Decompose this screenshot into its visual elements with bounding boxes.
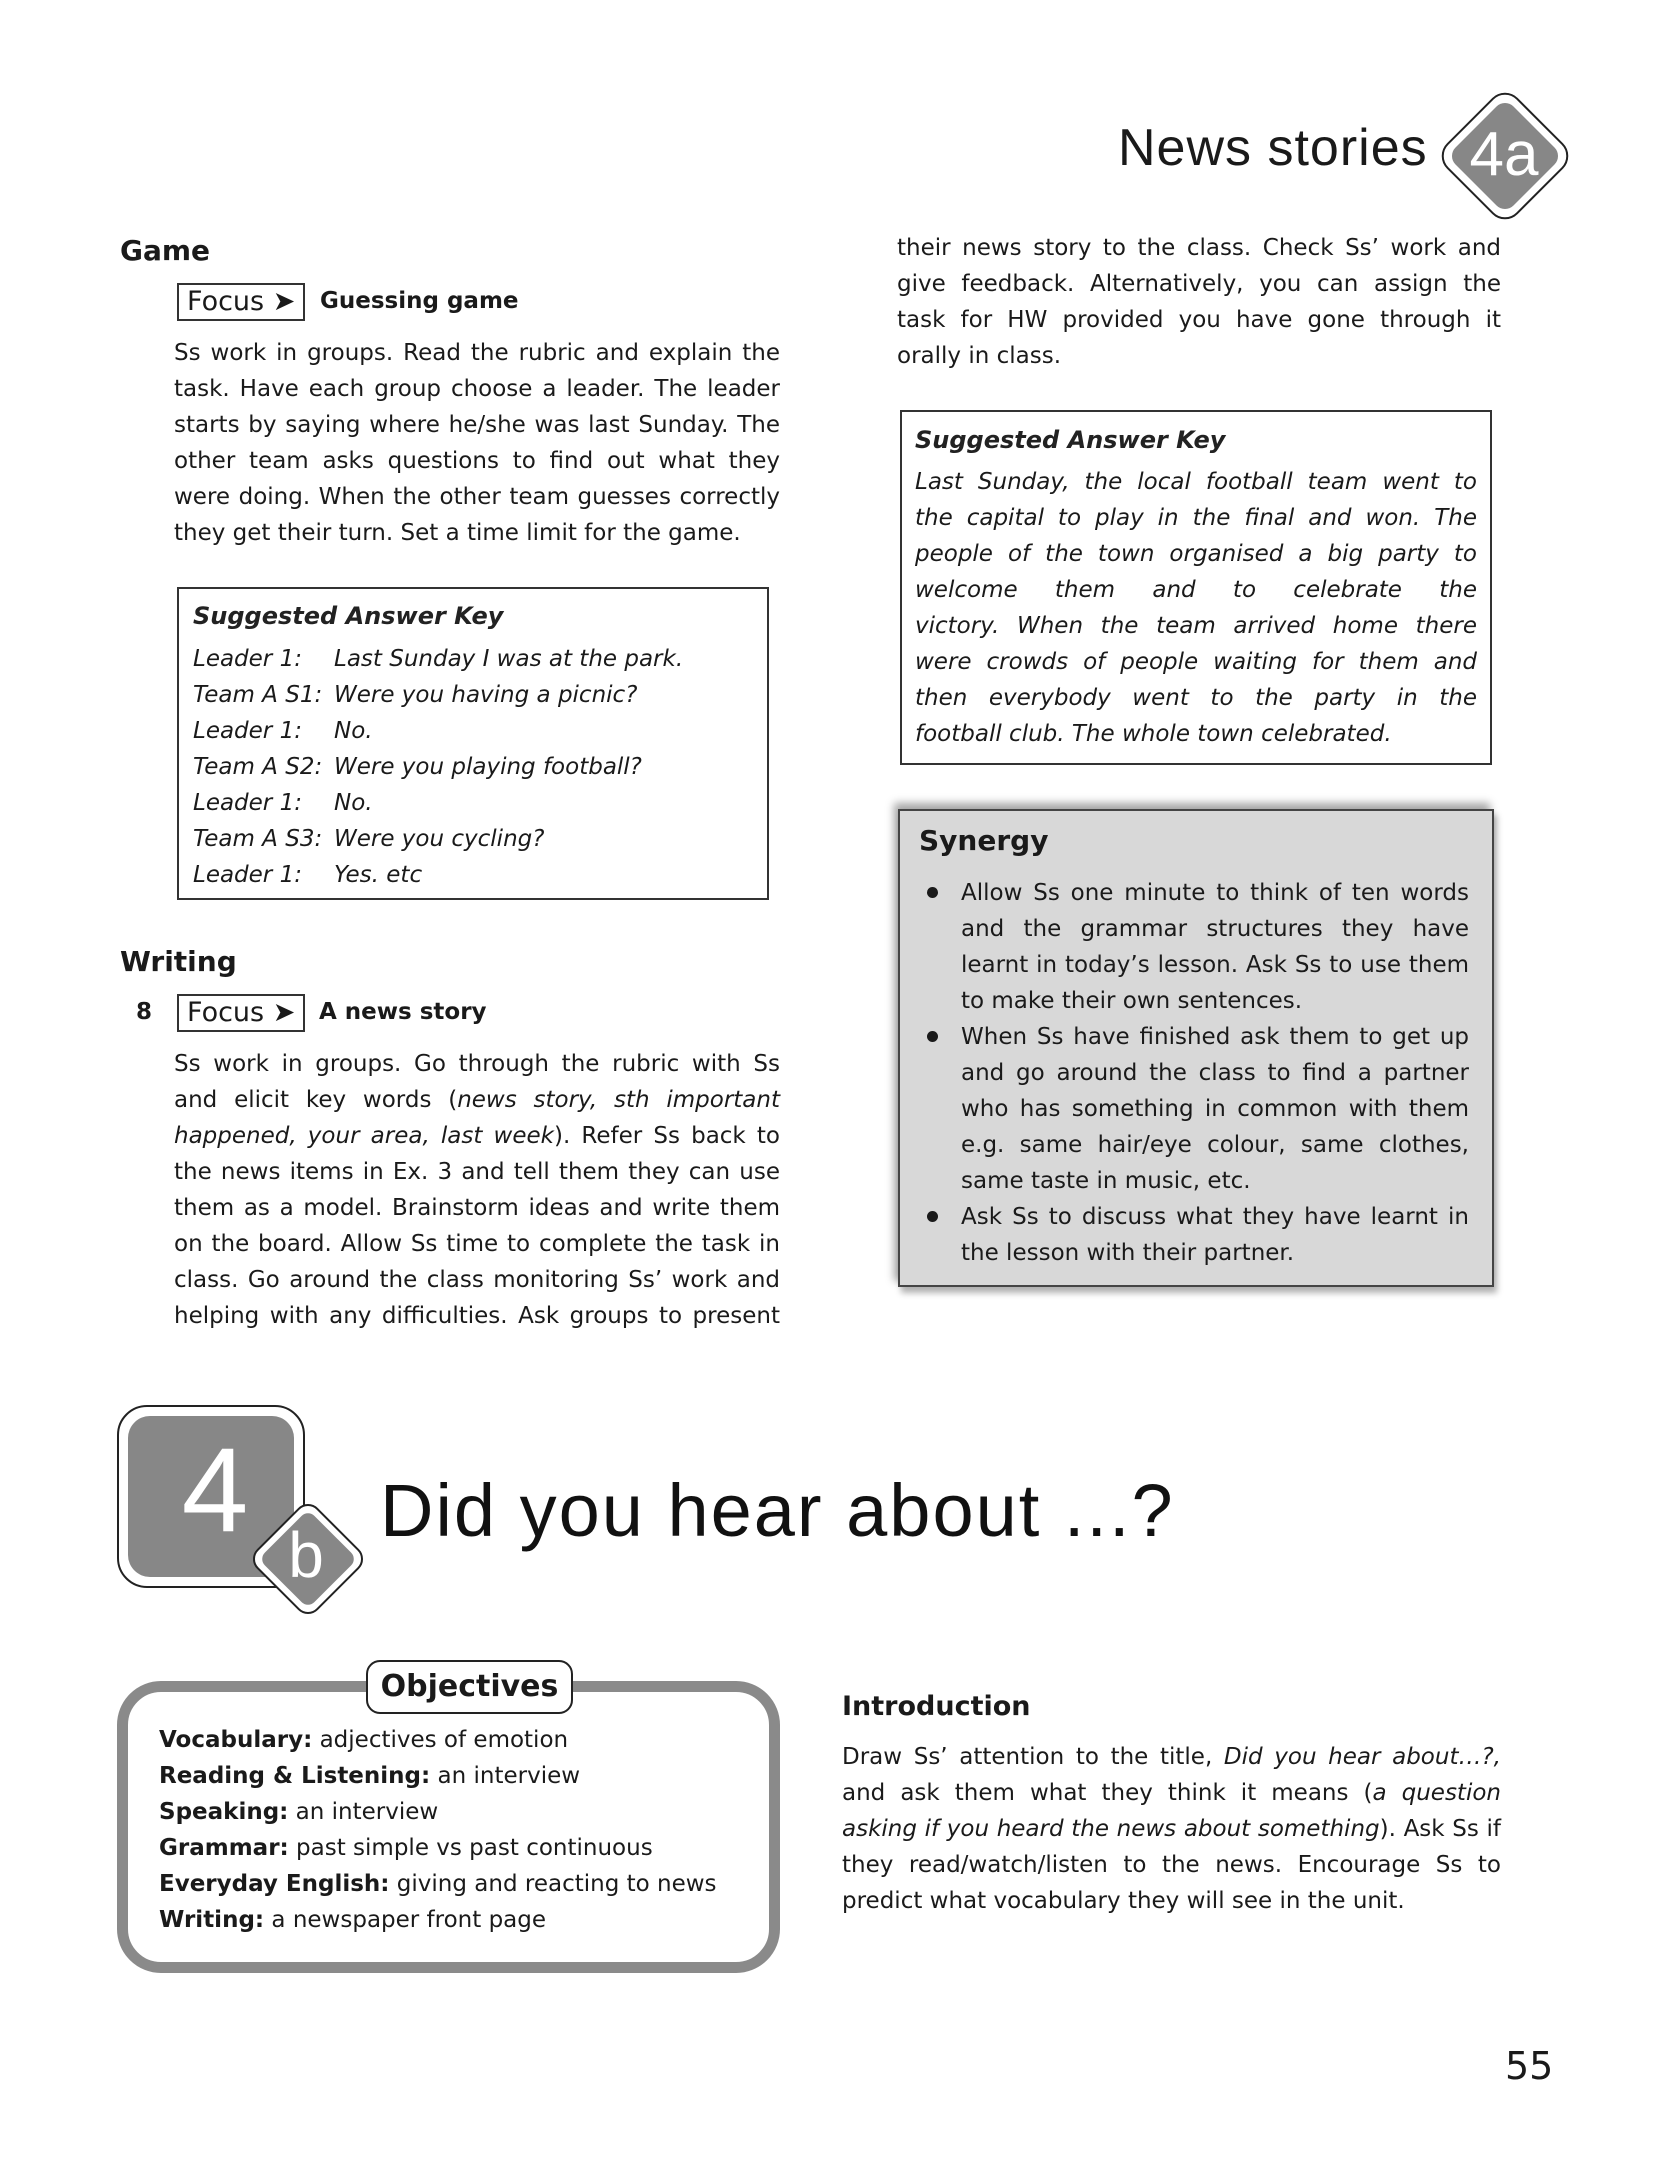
- text-segment: asking if you heard the news about something: [842, 1816, 1380, 1842]
- bullet-icon: [927, 1031, 938, 1042]
- objective-item: [159, 1722, 759, 1758]
- synergy-bullet: [961, 1019, 1469, 1199]
- objective-value: adjectives of emotion: [312, 1727, 569, 1753]
- text-segment: and elicit key words (: [174, 1087, 458, 1113]
- text-line: task. Have each group choose a leader. The leader: [174, 376, 780, 402]
- objective-key: Vocabulary:: [159, 1727, 313, 1753]
- text-line: same taste in music, etc.: [961, 1168, 1251, 1194]
- text-segment: the news items in Ex. 3 and tell them they can use: [174, 1159, 780, 1185]
- text-line: football club. The whole town celebrated.: [915, 721, 1392, 747]
- text-segment: class. Go around the class monitoring Ss’ work and: [174, 1267, 780, 1293]
- text-line: [842, 1847, 1501, 1883]
- text-line: give feedback. Alternatively, you can assign the: [897, 271, 1501, 297]
- writing-continuation: [897, 230, 1501, 374]
- introduction-heading: Introduction: [842, 1691, 1031, 1722]
- bullet-icon: [927, 1211, 938, 1222]
- text-line: [842, 1811, 1501, 1847]
- objective-item: [159, 1866, 759, 1902]
- text-segment: Did you hear about…?,: [1223, 1744, 1501, 1770]
- objective-key: Speaking:: [159, 1799, 289, 1825]
- answer-key-line: Were you cycling?: [334, 826, 545, 852]
- text-line: the capital to play in the final and won. The: [915, 505, 1477, 531]
- text-line: Ss work in groups. Read the rubric and explain the: [174, 340, 780, 366]
- text-line: Ask Ss to discuss what they have learnt in: [961, 1204, 1469, 1230]
- bullet-icon: [927, 887, 938, 898]
- objective-value: giving and reacting to news: [389, 1871, 717, 1897]
- answer-key-speaker: Leader 1:: [193, 790, 302, 816]
- text-line: the lesson with their partner.: [961, 1240, 1295, 1266]
- lesson-badge-letter: b: [288, 1519, 324, 1591]
- text-segment: a question: [1372, 1780, 1501, 1806]
- objective-item: [159, 1830, 759, 1866]
- answer-key-title: Suggested Answer Key: [193, 602, 504, 630]
- text-line: to make their own sentences.: [961, 988, 1303, 1014]
- writing-heading: Writing: [120, 945, 237, 978]
- text-segment: Draw Ss’ attention to the title,: [842, 1744, 1224, 1770]
- text-line: [174, 1298, 780, 1334]
- exercise-number: 8: [136, 999, 153, 1025]
- lesson-badge-number: 4: [181, 1423, 249, 1557]
- text-line: [174, 1226, 780, 1262]
- unit-title: News stories: [1118, 119, 1428, 177]
- page-number: 55: [1505, 2044, 1554, 2088]
- answer-key-speaker: Team A S2:: [193, 754, 323, 780]
- text-line: then everybody went to the party in the: [915, 685, 1477, 711]
- text-line: task for HW provided you have gone through it: [897, 307, 1501, 333]
- text-line: and go around the class to find a partner: [961, 1060, 1469, 1086]
- text-line: and the grammar structures they have: [961, 916, 1469, 942]
- text-line: Last Sunday, the local football team went to: [915, 469, 1477, 495]
- text-segment: helping with any difficulties. Ask groups to present: [174, 1303, 780, 1329]
- answer-key-title: Suggested Answer Key: [915, 426, 1226, 454]
- objectives-label: Objectives: [366, 1660, 573, 1714]
- answer-key-speaker: Team A S3:: [193, 826, 323, 852]
- answer-key-line: Were you having a picnic?: [334, 682, 638, 708]
- text-segment: on the board. Allow Ss time to complete the task in: [174, 1231, 780, 1257]
- text-segment: Ss work in groups. Go through the rubric with Ss: [174, 1051, 780, 1077]
- answer-key-line: Last Sunday I was at the park.: [334, 646, 684, 672]
- focus-topic: Guessing game: [320, 288, 519, 314]
- text-segment: news story, sth important: [457, 1087, 780, 1113]
- text-line: people of the town organised a big party to: [915, 541, 1477, 567]
- unit-badge-label: 4a: [1469, 120, 1539, 189]
- objective-key: Grammar:: [159, 1835, 289, 1861]
- text-line: e.g. same hair/eye colour, same clothes,: [961, 1132, 1469, 1158]
- answer-key-line: No.: [334, 790, 373, 816]
- answer-key-text: [915, 464, 1477, 752]
- text-segment: they read/watch/listen to the news. Encourage Ss to: [842, 1852, 1501, 1878]
- text-segment: ). Ask Ss if: [1379, 1816, 1501, 1842]
- text-line: victory. When the team arrived home there: [915, 613, 1477, 639]
- objective-key: Reading & Listening:: [159, 1763, 431, 1789]
- text-segment: happened, your area, last week: [174, 1123, 554, 1149]
- objective-key: Everyday English:: [159, 1871, 390, 1897]
- writing-answer-key-box: [900, 410, 1492, 765]
- answer-key-line: No.: [334, 718, 373, 744]
- answer-key-speaker: Team A S1:: [193, 682, 323, 708]
- text-line: [174, 1046, 780, 1082]
- text-line: [174, 1118, 780, 1154]
- text-line: When Ss have finished ask them to get up: [961, 1024, 1469, 1050]
- text-line: who has something in common with them: [961, 1096, 1469, 1122]
- answer-key-speaker: Leader 1:: [193, 862, 302, 888]
- text-line: [842, 1739, 1501, 1775]
- synergy-heading: Synergy: [919, 824, 1049, 857]
- text-segment: and ask them what they think it means (: [842, 1780, 1373, 1806]
- focus-box: Focus ➤: [177, 994, 305, 1032]
- text-line: [174, 1154, 780, 1190]
- text-line: starts by saying where he/she was last Sunday. The: [174, 412, 780, 438]
- lesson-title: Did you hear about ...?: [380, 1469, 1175, 1552]
- synergy-box: [898, 809, 1494, 1287]
- objective-value: an interview: [430, 1763, 581, 1789]
- text-line: they get their turn. Set a time limit for the game.: [174, 520, 741, 546]
- text-line: were doing. When the other team guesses correctly: [174, 484, 780, 510]
- introduction-paragraph: [842, 1739, 1501, 1919]
- objective-value: a newspaper front page: [264, 1907, 547, 1933]
- answer-key-speaker: Leader 1:: [193, 646, 302, 672]
- answer-key-line: Yes. etc: [334, 862, 423, 888]
- game-answer-key-box: [177, 587, 769, 900]
- synergy-bullet: [961, 875, 1469, 1019]
- text-line: [174, 1082, 780, 1118]
- text-line: other team asks questions to find out what they: [174, 448, 780, 474]
- writing-paragraph: [174, 1046, 780, 1334]
- text-line: [842, 1775, 1501, 1811]
- objective-value: an interview: [288, 1799, 439, 1825]
- objective-item: [159, 1758, 759, 1794]
- objective-key: Writing:: [159, 1907, 265, 1933]
- text-segment: ). Refer Ss back to: [553, 1123, 780, 1149]
- text-line: learnt in today’s lesson. Ask Ss to use them: [961, 952, 1469, 978]
- synergy-bullet: [961, 1199, 1469, 1271]
- focus-topic: A news story: [319, 999, 487, 1025]
- text-line: [842, 1883, 1501, 1919]
- text-segment: them as a model. Brainstorm ideas and write them: [174, 1195, 780, 1221]
- objective-item: [159, 1902, 759, 1938]
- game-heading: Game: [120, 234, 211, 267]
- objective-item: [159, 1794, 759, 1830]
- answer-key-speaker: Leader 1:: [193, 718, 302, 744]
- text-line: [174, 1190, 780, 1226]
- text-line: their news story to the class. Check Ss’ work and: [897, 235, 1501, 261]
- objectives-list: [159, 1722, 759, 1938]
- text-line: [174, 1262, 780, 1298]
- game-paragraph: [174, 335, 780, 551]
- text-line: welcome them and to celebrate the: [915, 577, 1477, 603]
- text-line: Allow Ss one minute to think of ten words: [961, 880, 1469, 906]
- focus-box: Focus ➤: [177, 283, 305, 321]
- objective-value: past simple vs past continuous: [288, 1835, 653, 1861]
- text-segment: predict what vocabulary they will see in the unit.: [842, 1888, 1405, 1914]
- answer-key-line: Were you playing football?: [334, 754, 642, 780]
- text-line: orally in class.: [897, 343, 1062, 369]
- text-line: were crowds of people waiting for them and: [915, 649, 1477, 675]
